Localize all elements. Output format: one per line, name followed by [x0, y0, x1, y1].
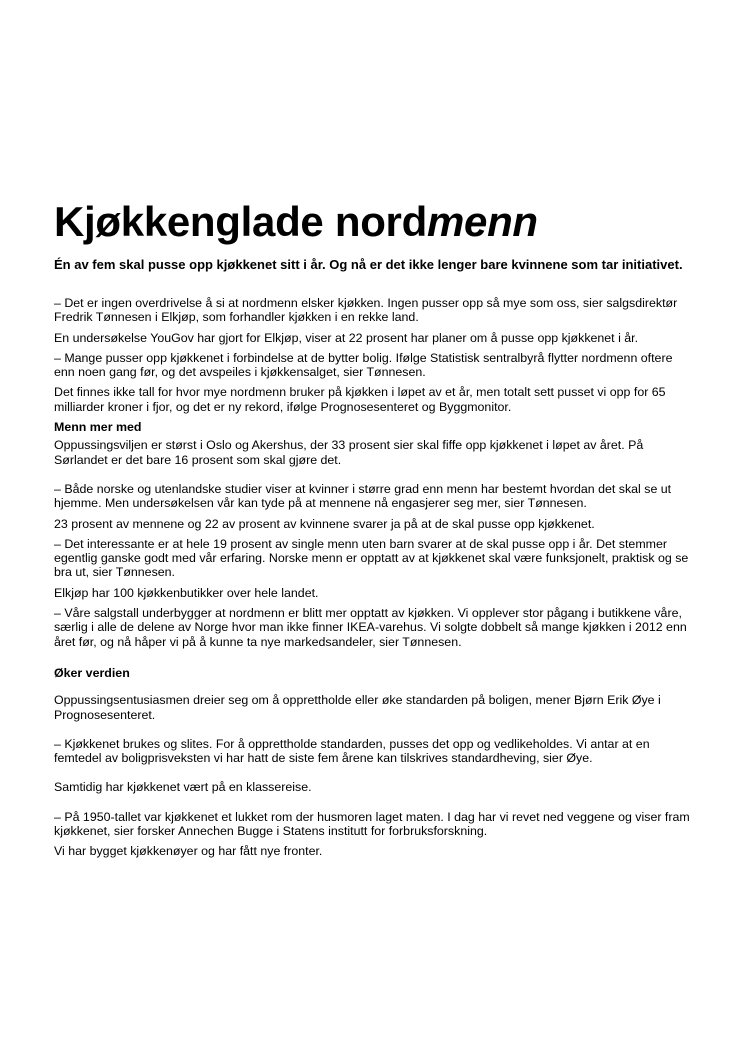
paragraph-1: – Det er ingen overdrivelse å si at nordmenn elsker kjøkken. Ingen pusser opp så mye som oss, sier salgsdirektør Fredrik Tønnesen i Elkjøp, som forhandler kjøkken i en rekke land.	[54, 296, 678, 325]
title-italic: menn	[426, 198, 538, 245]
paragraph-5: Oppussingsviljen er størst i Oslo og Akershus, der 33 prosent sier skal fiffe opp kjøkkenet i løpet av året. På Sørlandet er det bare 16 prosent som skal gjøre det.	[54, 438, 644, 467]
paragraph-10: – Våre salgstall underbygger at nordmenn er blitt mer opptatt av kjøkken. Vi opplever stor pågang i butikkene våre, særlig i alle de delene av Norge hvor man ikke finner IKEA-varehus. Vi solgte dobbelt så mange kjøkken i 2012 enn året før, og nå håper vi på å kunne ta nye markedsandeler, sier Tønnesen.	[54, 606, 687, 649]
paragraph-13: Samtidig har kjøkkenet vært på en klassereise.	[54, 780, 312, 795]
paragraph-4: Det finnes ikke tall for hvor mye nordmenn bruker på kjøkken i løpet av et år, men totalt sett pusset vi opp for 65 milliarder kroner i fjor, og det er ny rekord, ifølge Prognosesenteret og Byggmonitor.	[54, 385, 666, 414]
spacer	[54, 728, 694, 737]
spacer	[54, 801, 694, 810]
paragraph-2: En undersøkelse YouGov har gjort for Elkjøp, viser at 22 prosent har planer om å pusse opp kjøkkenet i år.	[54, 330, 639, 345]
article-title	[54, 196, 538, 248]
paragraph-11: Oppussingsentusiasmen dreier seg om å opprettholde eller øke standarden på boligen, mener Bjørn Erik Øye i Prognosesenteret.	[54, 693, 661, 722]
paragraph-7: 23 prosent av mennene og 22 av prosent av kvinnene svarer ja på at de skal pusse opp kjøkkenet.	[54, 516, 595, 531]
subheading-menn-mer-med: Menn mer med	[54, 420, 142, 435]
article-body	[54, 296, 694, 865]
spacer	[54, 771, 694, 780]
spacer	[54, 473, 694, 482]
paragraph-6: – Både norske og utenlandske studier viser at kvinner i større grad enn menn har bestemt hvordan det skal se ut hjemme. Men undersøkelsen vår kan tyde på at mennene nå engasjerer seg mer, sier Tønnesen.	[54, 481, 672, 511]
paragraph-12: – Kjøkkenet brukes og slites. For å opprettholde standarden, pusses det opp og vedlikeholdes. Vi antar at en femtedel av boligprisveksten vi har hatt de siste fem årene kan tilskrives standardheving, sier Øye.	[54, 736, 650, 766]
paragraph-14: – På 1950-tallet var kjøkkenet et lukket rom der husmoren laget maten. I dag har vi revet ned veggene og viser fram kjøkkenet, sier forsker Annechen Bugge i Statens institutt for forbruksforskning.	[54, 809, 690, 839]
subheading-oker-verdien: Øker verdien	[54, 665, 130, 680]
spacer	[54, 684, 694, 693]
paragraph-3: – Mange pusser opp kjøkkenet i forbindelse at de bytter bolig. Ifølge Statistisk sentralbyrå flytter nordmenn oftere enn noen gang før, og det avspeiles i kjøkkensalget, sier Tønnesen.	[54, 350, 673, 380]
article-lead: Én av fem skal pusse opp kjøkkenet sitt i år. Og nå er det ikke lenger bare kvinnene som tar initiativet.	[54, 257, 683, 272]
title-main: Kjøkkenglade nord	[54, 198, 427, 245]
spacer	[54, 655, 694, 666]
paragraph-8: – Det interessante er at hele 19 prosent av single menn uten barn svarer at de skal pusse opp i år. Det stemmer egentlig ganske godt med vår erfaring. Norske menn er opptatt av at kjøkkenet skal være funksjonelt, praktisk og se bra ut, sier Tønnesen.	[54, 536, 689, 580]
paragraph-9: Elkjøp har 100 kjøkkenbutikker over hele landet.	[54, 585, 319, 600]
paragraph-15: Vi har bygget kjøkkenøyer og har fått nye fronter.	[54, 844, 323, 859]
